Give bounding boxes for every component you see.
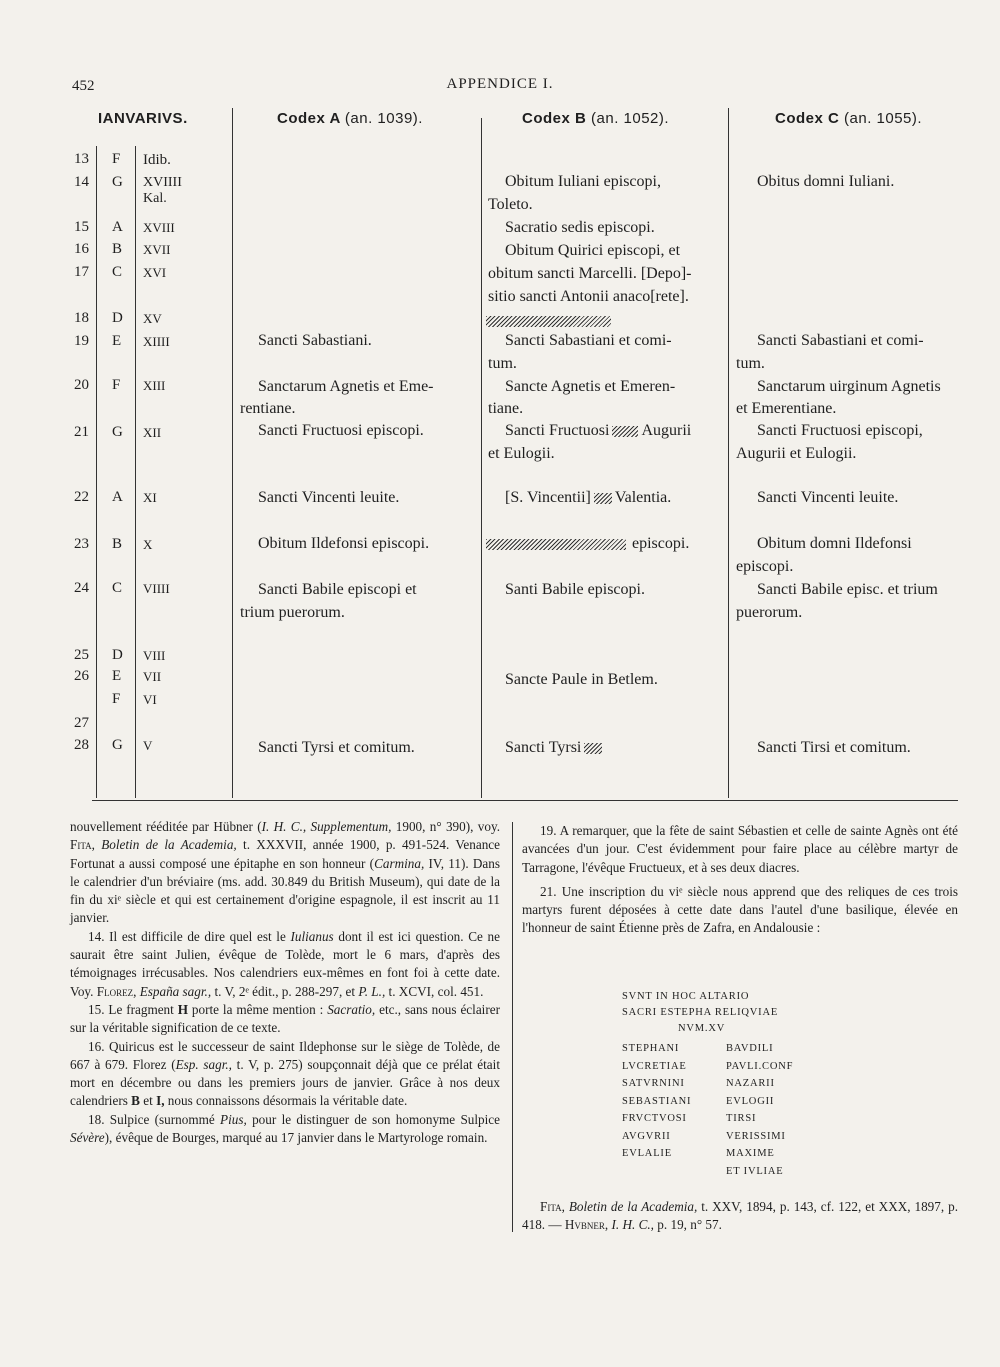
- inscription-name: NAZARII: [726, 1078, 775, 1089]
- codex-a-entry-19: Sancti Sabastiani.: [258, 332, 372, 349]
- codex-c-heading: Codex C (an. 1055).: [775, 110, 923, 127]
- dominical-letter: A: [112, 489, 123, 505]
- roman-date: Idib.: [143, 152, 171, 168]
- codex-c-entry-23a: Obitum domni Ildefonsi: [757, 535, 912, 552]
- table-bottom-rule: [92, 800, 958, 801]
- codex-a-heading: Codex A (an. 1039).: [277, 110, 423, 127]
- roman-date: XII: [143, 425, 162, 440]
- codex-c-entry-19b: tum.: [736, 355, 765, 372]
- codex-c-entry-24a: Sancti Babile episc. et trium: [757, 581, 938, 598]
- note-18: 18. Sulpice (surnommé Pius, pour le distinguer de son homonyme Sulpice Sévère), évêque de Bourges, marqué au 17 janvier dans le Martyrologe romain.: [70, 1111, 501, 1146]
- roman-date: VIIII: [143, 581, 170, 596]
- codex-a-entry-22: Sancti Vincenti leuite.: [258, 489, 400, 506]
- codex-c-entry-23b: episcopi.: [736, 558, 794, 575]
- day-number: 24: [74, 580, 89, 596]
- codex-a-entry-21: Sancti Fructuosi episcopi.: [258, 422, 424, 439]
- inscription-names-right: [726, 1040, 793, 1180]
- inscription-name: STEPHANI: [622, 1043, 680, 1054]
- roman-date: XVIIII Kal.: [143, 175, 182, 206]
- roman-date: X: [143, 537, 153, 552]
- lacuna-22: [594, 493, 612, 504]
- roman-date: XIIII: [143, 334, 170, 349]
- footnotes-left: [70, 818, 500, 1147]
- day-number: 19: [74, 333, 89, 349]
- codex-b-entry-21c: et Eulogii.: [488, 445, 555, 462]
- footnote-column-divider: [512, 822, 513, 1232]
- dominical-letter: C: [112, 264, 123, 280]
- roman-date: XIII: [143, 378, 166, 393]
- day-number: 28: [74, 737, 89, 753]
- lacuna-18: [486, 312, 611, 330]
- codex-b-entry-19b: tum.: [488, 355, 517, 372]
- day-number: 22: [74, 489, 89, 505]
- codex-b-entry-22: [S. Vincentii] Valentia.: [505, 489, 672, 506]
- codex-a-entry-23: Obitum Ildefonsi episcopi.: [258, 535, 430, 552]
- dominical-letter: D: [112, 310, 123, 326]
- dominical-letter: G: [112, 174, 123, 190]
- day-number: 18: [74, 310, 89, 326]
- footnotes-right: [522, 822, 958, 938]
- inscription-name: EVLALIE: [622, 1148, 672, 1159]
- day-number: 27: [74, 715, 89, 731]
- lacuna-23: [486, 539, 626, 550]
- roman-date: VI: [143, 692, 157, 707]
- rule-codex-a: [481, 118, 482, 798]
- inscription-name: PAVLI.CONF: [726, 1060, 794, 1072]
- lacuna-21: [612, 426, 638, 437]
- day-number: 23: [74, 536, 89, 552]
- codex-c-entry-28: Sancti Tirsi et comitum.: [757, 739, 911, 756]
- dominical-letter: G: [112, 424, 123, 440]
- codex-c-entry-20a: Sanctarum uirginum Agnetis: [757, 378, 941, 395]
- codex-b-entry-19a: Sancti Sabastiani et comi-: [505, 332, 672, 349]
- inscription-names-left: [622, 1040, 691, 1163]
- codex-b-entry-23: episcopi.: [486, 532, 689, 555]
- dominical-letter: E: [112, 333, 122, 349]
- month-heading: IANVARIVS.: [98, 110, 188, 127]
- dominical-letter: F: [112, 691, 121, 707]
- day-number: 26: [74, 668, 89, 684]
- lacuna-28: [584, 743, 602, 754]
- day-number: 20: [74, 377, 89, 393]
- inscription-name: FRVCTVOSI: [622, 1113, 687, 1124]
- inscription-line-3: NVM.XV: [678, 1023, 726, 1034]
- codex-b-entry-16c: sitio sancti Antonii anaco[rete].: [488, 288, 689, 305]
- codex-b-entry-26: Sancte Paule in Betlem.: [505, 671, 658, 688]
- codex-b-entry-14b: Toleto.: [488, 196, 533, 213]
- codex-a-entry-20a: Sanctarum Agnetis et Eme-: [258, 378, 434, 395]
- codex-b-entry-16b: obitum sancti Marcelli. [Depo]-: [488, 265, 692, 282]
- codex-b-entry-20b: tiane.: [488, 400, 524, 417]
- codex-c-entry-19a: Sancti Sabastiani et comi-: [757, 332, 924, 349]
- codex-c-entry-24b: puerorum.: [736, 604, 803, 621]
- dominical-letter: F: [112, 377, 121, 393]
- inscription-name: BAVDILI: [726, 1043, 774, 1054]
- day-number: 13: [74, 151, 89, 167]
- inscription-reference: Fita, Boletin de la Academia, t. XXV, 1894, p. 143, cf. 122, et XXX, 1897, p. 418. — Hvbner, I. H. C., p. 19, n° 57.: [522, 1199, 958, 1233]
- inscription-name: AVGVRII: [622, 1130, 671, 1142]
- roman-date: XI: [143, 490, 157, 505]
- roman-date: XVI: [143, 265, 167, 280]
- dominical-letter: G: [112, 737, 123, 753]
- roman-date: VII: [143, 669, 162, 684]
- dominical-letter: B: [112, 536, 123, 552]
- codex-c-entry-20b: et Emerentiane.: [736, 400, 837, 417]
- note-16: 16. Quiricus est le successeur de saint Ildephonse sur le siège de Tolède, de 667 à 679. Florez (Esp. sagr., t. V, p. 275) soupçonnait déjà que ce prélat était mort en décembre ou dans les premiers jours de janvier. Grâce à nos deux calendriers B et I, nous connaissons désormais la véritable date.: [70, 1038, 500, 1109]
- running-head: APPENDICE I.: [446, 76, 554, 92]
- roman-date: XV: [143, 311, 162, 326]
- dominical-letter: F: [112, 151, 121, 167]
- codex-c-entry-14: Obitus domni Iuliani.: [757, 173, 895, 190]
- codex-a-entry-24b: trium puerorum.: [240, 604, 345, 621]
- day-number: 14: [74, 174, 89, 190]
- codex-c-entry-21a: Sancti Fructuosi episcopi,: [757, 422, 923, 439]
- codex-c-entry-22: Sancti Vincenti leuite.: [757, 489, 899, 506]
- inscription-name: TIRSI: [726, 1113, 757, 1124]
- inscription-name: LVCRETIAE: [622, 1060, 687, 1072]
- inscription-name: EVLOGII: [726, 1095, 775, 1107]
- codex-c-entry-21b: Augurii et Eulogii.: [736, 445, 857, 462]
- codex-a-entry-20b: rentiane.: [240, 400, 296, 417]
- dominical-letter: A: [112, 219, 123, 235]
- note-14: 14. Il est difficile de dire quel est le Iulianus dont il est ici question. Ce ne saurait être saint Julien, évêque de Tolède, mort le 6 mars, d'après des témoignages irrécusables. Nos calendriers eux-mêmes en font foi à cette date. Voy. Florez, España sagr., t. V, 2ᵉ édit., p. 288-297, et P. L., t. XCVI, col. 451.: [70, 928, 500, 999]
- dominical-letter: C: [112, 580, 123, 596]
- day-number: 21: [74, 424, 89, 440]
- dominical-letter: B: [112, 241, 123, 257]
- rule-codex-b: [728, 108, 729, 798]
- inscription-name: SATVRNINI: [622, 1078, 685, 1089]
- inscription-name: VERISSIMI: [726, 1130, 786, 1142]
- codex-b-entry-20a: Sancte Agnetis et Emeren-: [505, 378, 676, 395]
- roman-date: VIII: [143, 648, 166, 663]
- day-number: 16: [74, 241, 89, 257]
- note-21: 21. Une inscription du viᵉ siècle nous apprend que des reliques de ces trois martyrs furent déposées à cette date dans l'autel d'une basilique, élevée en l'honneur de saint Étienne près de Zafra, en Andalousie :: [522, 883, 958, 936]
- codex-b-entry-15: Sacratio sedis episcopi.: [505, 219, 655, 236]
- roman-date: V: [143, 738, 153, 753]
- dominical-letter: D: [112, 647, 123, 663]
- rule-day: [96, 146, 97, 798]
- codex-b-entry-16a: Obitum Quirici episcopi, et: [505, 242, 681, 259]
- codex-b-heading: Codex B (an. 1052).: [522, 110, 670, 127]
- page-number: 452: [72, 78, 95, 94]
- codex-b-entry-21a: Sancti Fructuosi Augurii: [505, 422, 692, 439]
- inscription-name: MAXIME: [726, 1148, 775, 1159]
- inscription-line-2: SACRI ESTEPHA RELIQVIAE: [622, 1007, 779, 1018]
- day-number: 25: [74, 647, 89, 663]
- codex-b-entry-28: Sancti Tyrsi: [505, 736, 602, 759]
- inscription-line-1: SVNT IN HOC ALTARIO: [622, 991, 750, 1002]
- rule-letter: [135, 146, 136, 798]
- inscription-name: ET IVLIAE: [726, 1165, 784, 1177]
- roman-date: XVIII: [143, 220, 175, 235]
- day-number: 15: [74, 219, 89, 235]
- rule-roman: [232, 108, 233, 798]
- day-number: 17: [74, 264, 89, 280]
- inscription-name: SEBASTIANI: [622, 1095, 692, 1107]
- dominical-letter: E: [112, 668, 122, 684]
- note-13-continued: nouvellement rééditée par Hübner (I. H. C., Supplementum, 1900, n° 390), voy. Fita, Boletin de la Academia, t. XXXVII, année 1900, p. 491-524. Venance Fortunat a aussi composé une épitaphe en son honneur (Carmina, IV, 11). Dans le calendrier d'un bréviaire (ms. add. 30.849 du British Museum), qui date de la fin du xiᵉ siècle et qui est certainement d'origine espagnole, il est inscrit au 11 janvier.: [70, 819, 501, 926]
- codex-b-entry-24: Santi Babile episcopi.: [505, 581, 645, 598]
- roman-date: XVII: [143, 242, 171, 257]
- note-19: 19. A remarquer, que la fête de saint Sébastien et celle de sainte Agnès ont été avancées d'un jour. C'est évidemment pour faire place au célèbre martyr de Tarragone, l'évêque Fructueux, et à ses deux diacres.: [522, 823, 958, 875]
- codex-b-entry-14a: Obitum Iuliani episcopi,: [505, 173, 661, 190]
- codex-a-entry-28: Sancti Tyrsi et comitum.: [258, 739, 415, 756]
- codex-a-entry-24a: Sancti Babile episcopi et: [258, 581, 417, 598]
- note-15: 15. Le fragment H porte la même mention : Sacratio, etc., sans nous éclairer sur la véritable signification de ce texte.: [70, 1001, 500, 1036]
